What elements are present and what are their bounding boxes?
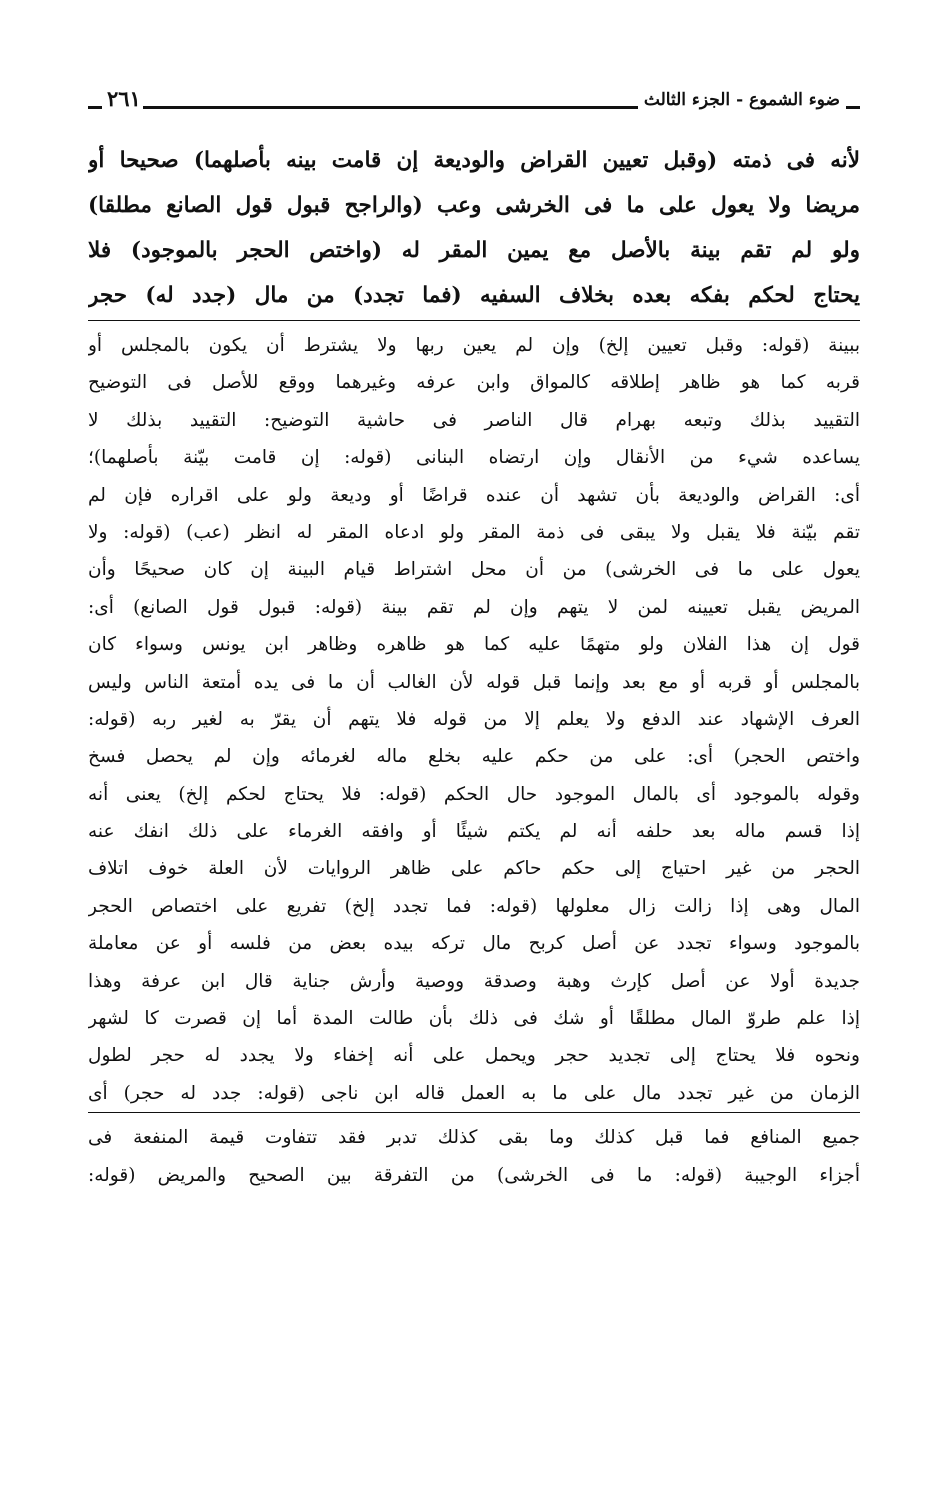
commentary-line: أى: القراض والوديعة بأن تشهد أن عنده قراضًا أو وديعة ولو على اقراره فإن لم xyxy=(88,484,860,506)
footnote-divider xyxy=(88,1112,860,1113)
commentary-line: يعول على ما فى الخرشى) من أن محل اشتراط قيام البينة إن كان صحيحًا وأن xyxy=(88,559,860,581)
main-text-line: لأنه فى ذمته (وقبل تعيين القراض والوديعة إن قامت بينه بأصلهما) صحيحا أو xyxy=(88,148,860,173)
commentary-line: المريض يقبل تعيينه لمن لا يتهم وإن لم تقم بينة (قوله: قبول قول الصانع) أى: xyxy=(88,596,860,618)
header-rule xyxy=(143,106,638,109)
header-dash-right xyxy=(846,106,860,109)
commentary-text xyxy=(88,327,860,1112)
commentary-line: تقم بيّنة فلا يقبل ولا يبقى فى ذمة المقر ولو ادعاه المقر له انظر (عب) (قوله: ولا xyxy=(88,521,860,543)
commentary-line: ونحوه فلا يحتاج إلى تجديد حجر ويحمل على أنه إخفاء ولا يجدد له حجر لطول xyxy=(88,1045,860,1067)
commentary-line: الزمان من غير تجدد مال على ما به العمل قاله ابن ناجى (قوله: جدد له حجر) أى xyxy=(88,1082,860,1104)
commentary-line: المال وهى إذا زالت زال معلولها (قوله: فما تجدد إلخ) تفريع على اختصاص الحجر xyxy=(88,895,860,917)
commentary-line: الحجر من غير احتياج إلى حكم حاكم على ظاهر الروايات لأن العلة خوف اتلاف xyxy=(88,858,860,880)
commentary-line: يساعده شيء من الأنقال وإن ارتضاه البنانى (قوله: إن قامت بيّنة بأصلهما)؛ xyxy=(88,447,860,469)
main-text-line: ولو لم تقم بينة بالأصل مع يمين المقر له (واختص الحجر بالموجود) فلا xyxy=(88,238,860,263)
page-number: ٢٦١ xyxy=(107,86,141,111)
running-title: ضوء الشموع - الجزء الثالث xyxy=(643,90,840,110)
main-text-line: مريضا ولا يعول على ما فى الخرشى وعب (والراجح قبول قول الصانع مطلقا) xyxy=(88,193,860,218)
footnote-text xyxy=(88,1119,860,1195)
book-page xyxy=(88,86,860,1195)
main-text xyxy=(88,138,860,318)
main-text-line: يحتاج لحكم بفكه بعده بخلاف السفيه (فما تجدد) من مال (جدد له) حجر xyxy=(88,283,860,308)
commentary-line: جديدة أولا عن أصل كإرث وهبة وصدقة ووصية وأرش جناية قال ابن عرفة وهذا xyxy=(88,970,860,992)
page-header xyxy=(88,86,860,126)
commentary-line: قربه كما هو ظاهر إطلاقه كالمواق وابن عرفه وغيرهما ووقع للأصل فى التوضيح xyxy=(88,372,860,394)
footnote-line: أجزاء الوجيبة (قوله: ما فى الخرشى) من التفرقة بين الصحيح والمريض (قوله: xyxy=(88,1165,860,1187)
commentary-line: العرف الإشهاد عند الدفع ولا يعلم إلا من قوله فلا يتهم أن يقرّ به لغير ربه (قوله: xyxy=(88,708,860,730)
commentary-line: ببينة (قوله: وقبل تعيين إلخ) وإن لم يعين ربها ولا يشترط أن يكون بالمجلس أو xyxy=(88,335,860,356)
commentary-line: بالموجود وسواء تجدد عن أصل كربح مال تركه بيده بعض من فلسه أو عن معاملة xyxy=(88,933,860,955)
main-commentary-divider xyxy=(88,320,860,321)
commentary-line: واختص الحجر) أى: على من حكم عليه بخلع ماله لغرمائه وإن لم يحصل فسخ xyxy=(88,746,860,768)
commentary-line: بالمجلس أو قربه أو مع بعد وإنما قبل قوله لأن الغالب أن ما فى يده أمتعة الناس وليس xyxy=(88,671,860,693)
commentary-line: إذا علم طروّ المال مطلقًا أو شك فى ذلك بأن طالت المدة أما إن قصرت كا لشهر xyxy=(88,1008,860,1030)
commentary-line: التقييد بذلك وتبعه بهرام قال الناصر فى حاشية التوضيح: التقييد بذلك لا xyxy=(88,409,860,431)
header-dash-left xyxy=(88,106,102,109)
commentary-line: قول إن هذا الفلان ولو متهمًا عليه كما هو ظاهره وظاهر ابن يونس وسواء كان xyxy=(88,634,860,656)
footnote-line: جميع المنافع فما قبل كذلك وما بقى كذلك تدبر فقد تتفاوت قيمة المنفعة فى xyxy=(88,1127,860,1149)
commentary-line: وقوله بالموجود أى بالمال الموجود حال الحكم (قوله: فلا يحتاج لحكم إلخ) يعنى أنه xyxy=(88,783,860,805)
commentary-line: إذا قسم ماله بعد حلفه أنه لم يكتم شيئًا أو وافقه الغرماء على ذلك انفك عنه xyxy=(88,821,860,843)
